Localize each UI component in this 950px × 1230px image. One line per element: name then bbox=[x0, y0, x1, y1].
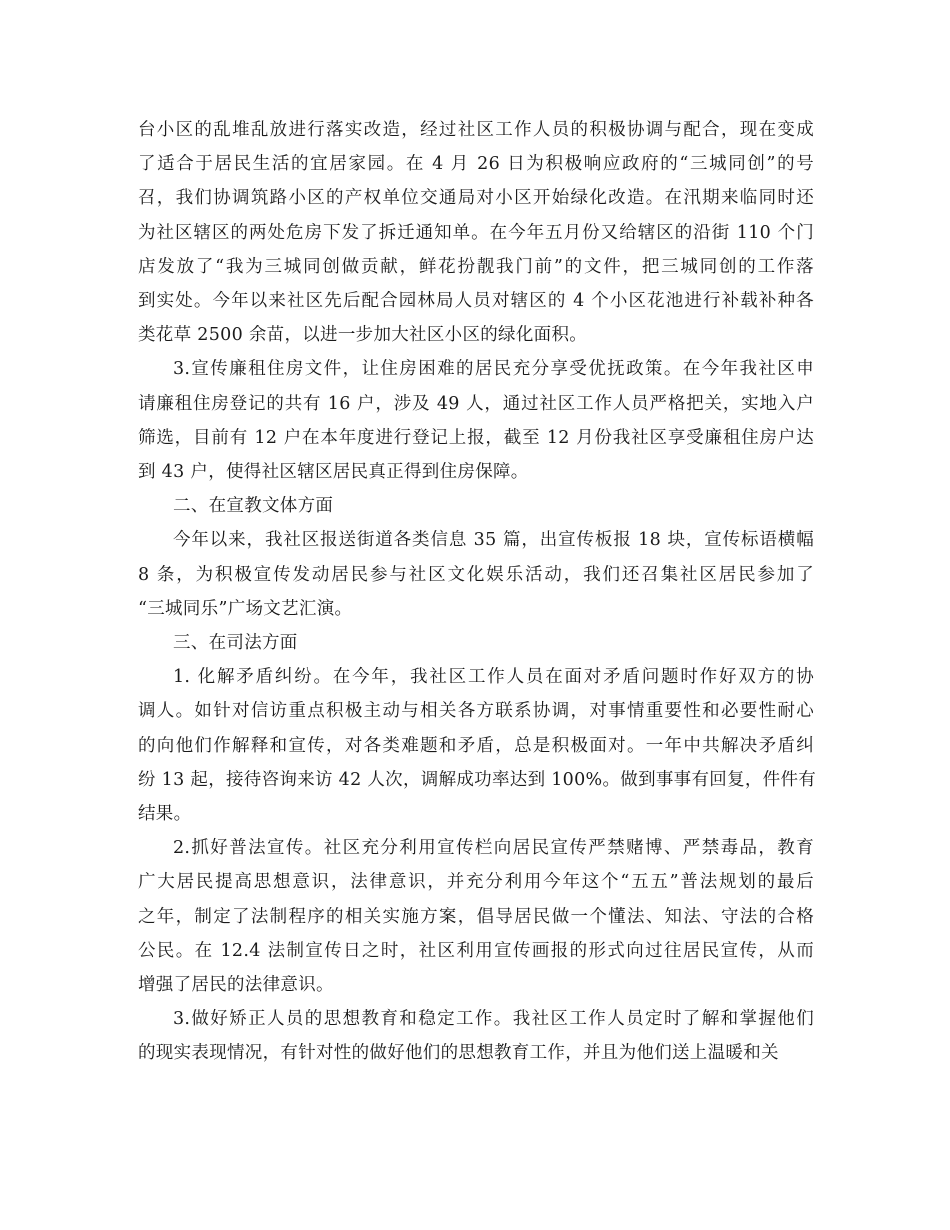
text-line: 2.抓好普法宣传。社区充分利用宣传栏向居民宣传严禁赌博、严禁毒品，教育 bbox=[173, 838, 814, 859]
text-line: 的向他们作解释和宣传，对各类难题和矛盾，总是积极面对。一年中共解决矛盾纠 bbox=[138, 735, 814, 756]
text-line: 了适合于居民生活的宜居家园。在 4 月 26 日为积极响应政府的“三城同创”的号 bbox=[138, 154, 814, 175]
text-line: 公民。在 12.4 法制宣传日之时，社区利用宣传画报的形式向过往居民宣传，从而 bbox=[138, 940, 814, 961]
text-line: 二、在宣教文体方面 bbox=[173, 496, 334, 517]
text-line: 三、在司法方面 bbox=[173, 633, 298, 654]
paragraph-p7 bbox=[138, 831, 814, 1002]
text-line: 类花草 2500 余苗，以进一步加大社区小区的绿化面积。 bbox=[138, 325, 588, 346]
paragraph-p5 bbox=[138, 626, 814, 660]
text-line: 今年以来，我社区报送街道各类信息 35 篇，出宣传板报 18 块，宣传标语横幅 bbox=[173, 530, 814, 551]
text-line: 店发放了“我为三城同创做贡献，鲜花扮靓我门前”的文件，把三城同创的工作落 bbox=[138, 256, 814, 277]
text-line: 为社区辖区的两处危房下发了拆迁通知单。在今年五月份又给辖区的沿街 110 个门 bbox=[138, 222, 814, 243]
text-line: 8 条，为积极宣传发动居民参与社区文化娱乐活动，我们还召集社区居民参加了 bbox=[138, 564, 814, 585]
text-line: 筛选，目前有 12 户在本年度进行登记上报，截至 12 月份我社区享受廉租住房户达 bbox=[138, 427, 814, 448]
text-line: 增强了居民的法律意识。 bbox=[138, 975, 334, 996]
text-line: 台小区的乱堆乱放进行落实改造，经过社区工作人员的积极协调与配合，现在变成 bbox=[138, 120, 814, 140]
paragraph-p6 bbox=[138, 660, 817, 831]
paragraph-p4 bbox=[138, 523, 814, 626]
text-line: 召，我们协调筑路小区的产权单位交通局对小区开始绿化改造。在汛期来临同时还 bbox=[138, 188, 814, 209]
text-line: 调人。如针对信访重点积极主动与相关各方联系协调，对事情重要性和必要性耐心 bbox=[138, 701, 814, 722]
text-line: 纷 13 起，接待咨询来访 42 人次，调解成功率达到 100%。做到事事有回复，件件有 bbox=[138, 769, 817, 790]
text-line: 3.做好矫正人员的思想教育和稳定工作。我社区工作人员定时了解和掌握他们 bbox=[173, 1009, 814, 1030]
text-line: 到 43 户，使得社区辖区居民真正得到住房保障。 bbox=[138, 462, 529, 483]
text-line: 请廉租住房登记的共有 16 户，涉及 49 人，通过社区工作人员严格把关，实地入户 bbox=[138, 393, 814, 414]
paragraph-p3 bbox=[138, 489, 814, 523]
text-line: 的现实表现情况，有针对性的做好他们的思想教育工作，并且为他们送上温暖和关 bbox=[138, 1043, 779, 1064]
paragraph-p2 bbox=[138, 352, 814, 489]
text-line: “三城同乐”广场文艺汇演。 bbox=[138, 598, 353, 619]
text-line: 之年，制定了法制程序的相关实施方案，倡导居民做一个懂法、知法、守法的合格 bbox=[138, 906, 814, 927]
text-line: 广大居民提高思想意识，法律意识，并充分利用今年这个“五五”普法规划的最后 bbox=[138, 872, 814, 893]
text-line: 结果。 bbox=[138, 804, 192, 825]
text-line: 3.宣传廉租住房文件，让住房困难的居民充分享受优抚政策。在今年我社区申 bbox=[173, 359, 814, 380]
document-body bbox=[138, 113, 817, 1071]
text-line: 1. 化解矛盾纠纷。在今年，我社区工作人员在面对矛盾问题时作好双方的协 bbox=[173, 667, 814, 688]
text-line: 到实处。今年以来社区先后配合园林局人员对辖区的 4 个小区花池进行补载补种各 bbox=[138, 291, 814, 312]
paragraph-p1 bbox=[138, 113, 814, 352]
paragraph-p8 bbox=[138, 1002, 814, 1070]
